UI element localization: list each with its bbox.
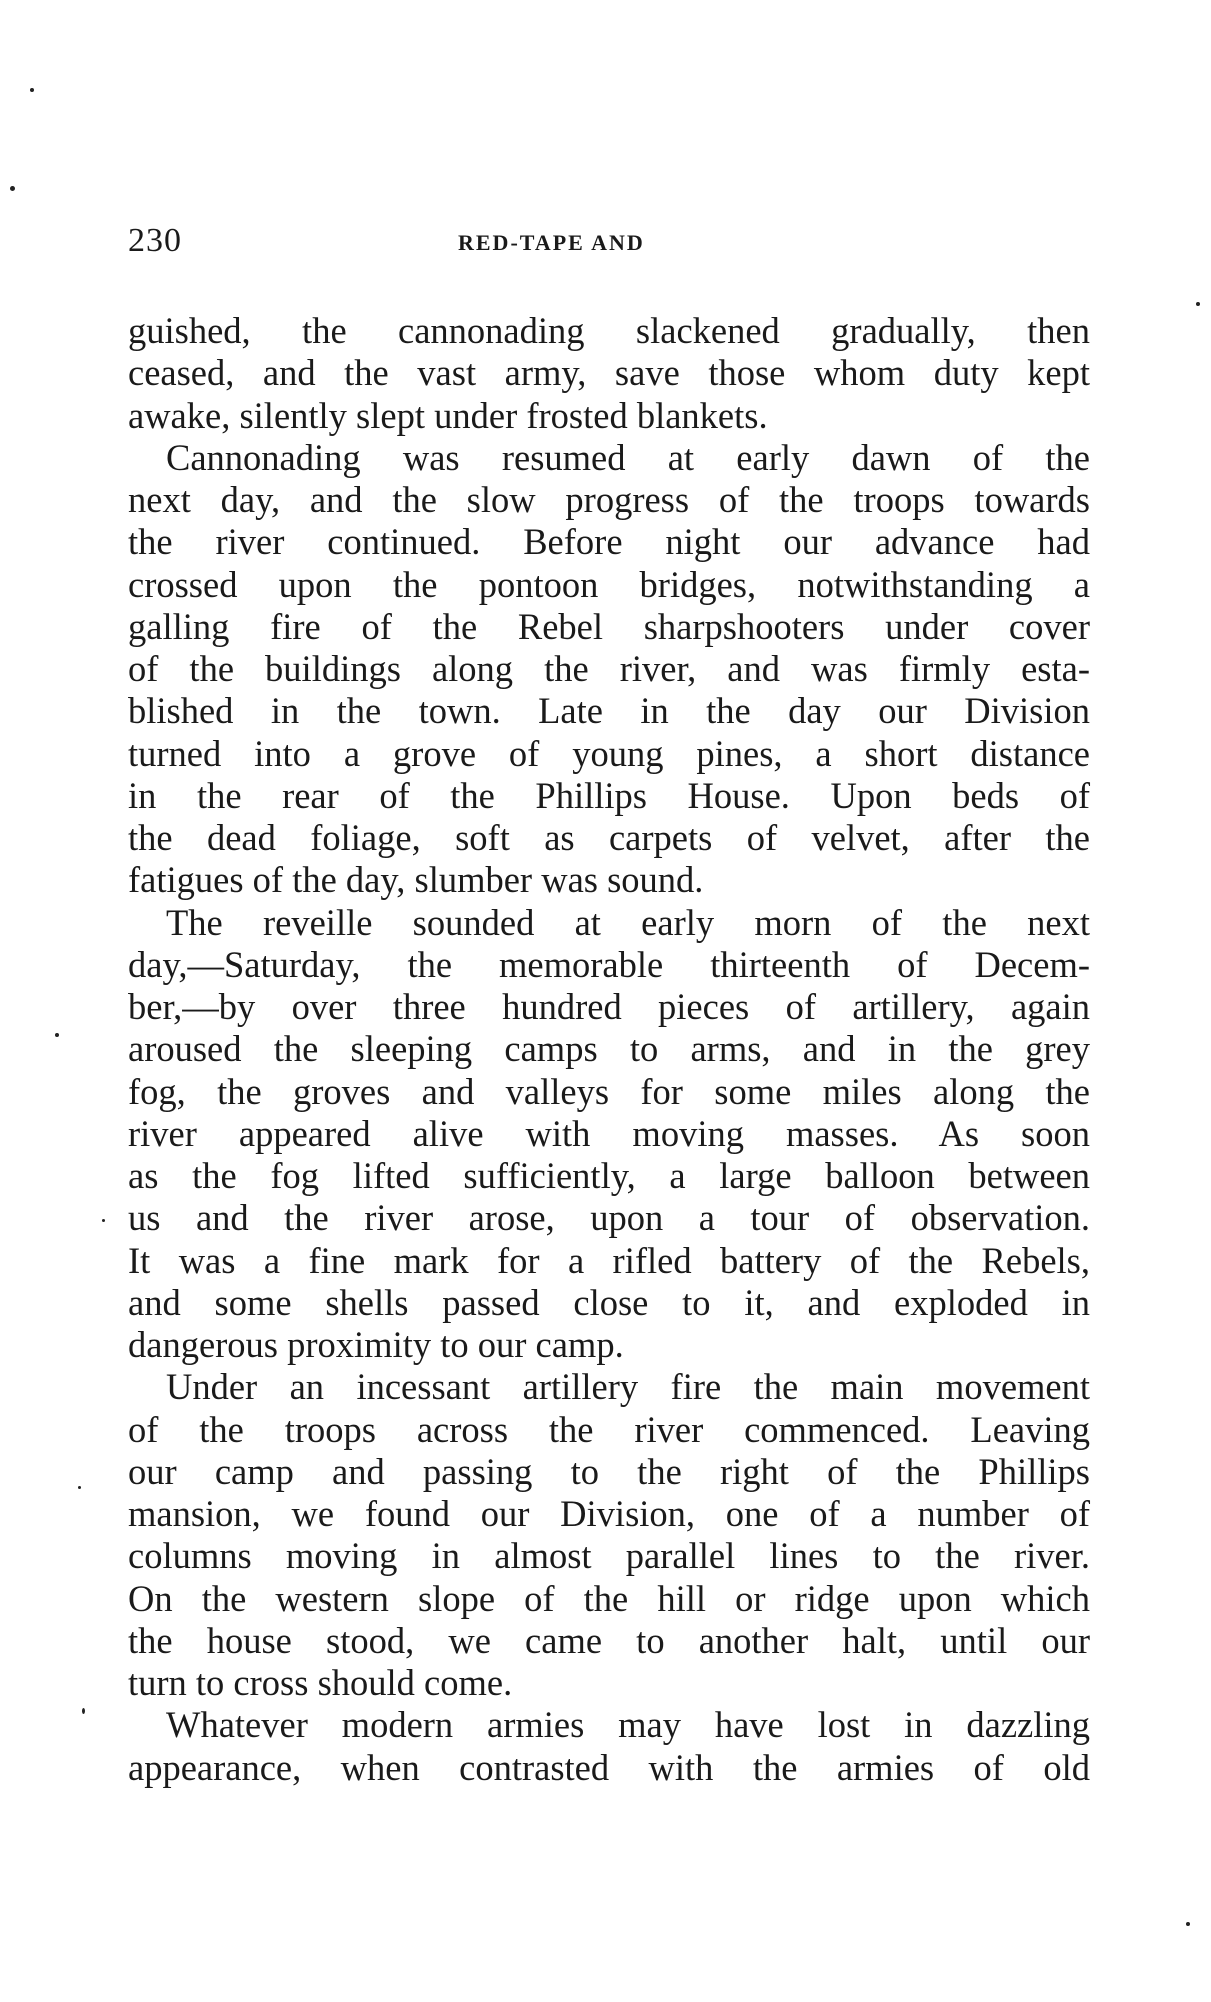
text-line: fatigues of the day, slumber was sound. xyxy=(128,859,704,901)
text-line: as the fog lifted sufficiently, a large balloon between xyxy=(128,1155,1090,1196)
scan-speck xyxy=(78,1486,81,1489)
text-line: awake, silently slept under frosted blankets. xyxy=(128,394,768,436)
running-title: RED-TAPE AND xyxy=(458,230,645,255)
text-line: dangerous proximity to our camp. xyxy=(128,1324,624,1365)
text-line: the house stood, we came to another halt, until our xyxy=(128,1619,1090,1661)
text-line: guished, the cannonading slackened gradually, then xyxy=(128,310,1090,351)
paragraph-2 xyxy=(128,437,1090,902)
paragraph-5 xyxy=(128,1704,1090,1789)
text-line: Cannonading was resumed at early dawn of the xyxy=(166,436,1090,478)
running-head xyxy=(128,222,1088,266)
text-line: ceased, and the vast army, save those whom duty kept xyxy=(128,352,1090,394)
scan-speck xyxy=(1186,1922,1190,1926)
text-line: Whatever modern armies may have lost in dazzling xyxy=(166,1704,1090,1746)
text-line: the dead foliage, soft as carpets of velvet, after the xyxy=(128,817,1090,858)
text-line: crossed upon the pontoon bridges, notwithstanding a xyxy=(128,563,1090,605)
text-line: aroused the sleeping camps to arms, and in the grey xyxy=(128,1028,1090,1070)
text-line: and some shells passed close to it, and exploded in xyxy=(128,1281,1090,1323)
scan-speck xyxy=(102,1219,105,1222)
text-line: the river continued. Before night our advance had xyxy=(128,521,1090,563)
paragraph-1 xyxy=(128,310,1090,437)
text-line: of the troops across the river commenced. Leaving xyxy=(128,1408,1090,1450)
page-number: 230 xyxy=(128,222,182,259)
paragraph-4 xyxy=(128,1366,1090,1704)
text-line: our camp and passing to the right of the Phillips xyxy=(128,1450,1090,1492)
scan-speck xyxy=(30,88,34,92)
scan-speck xyxy=(1196,302,1200,306)
scan-speck xyxy=(55,1033,59,1037)
text-line: The reveille sounded at early morn of the next xyxy=(166,901,1090,943)
text-line: blished in the town. Late in the day our Division xyxy=(128,690,1090,732)
body-text xyxy=(128,310,1090,1789)
text-line: columns moving in almost parallel lines to the river. xyxy=(128,1535,1090,1577)
paragraph-3 xyxy=(128,902,1090,1367)
scan-speck xyxy=(82,1708,85,1714)
text-line: ber,—by over three hundred pieces of artillery, again xyxy=(128,986,1090,1027)
text-line: fog, the groves and valleys for some miles along the xyxy=(128,1070,1090,1112)
text-line: river appeared alive with moving masses. As soon xyxy=(128,1112,1090,1154)
text-line: in the rear of the Phillips House. Upon beds of xyxy=(128,774,1090,816)
text-line: galling fire of the Rebel sharpshooters under cover xyxy=(128,605,1090,647)
text-line: appearance, when contrasted with the armies of old xyxy=(128,1746,1090,1788)
text-line: It was a fine mark for a rifled battery of the Rebels, xyxy=(128,1239,1090,1281)
text-line: mansion, we found our Division, one of a number of xyxy=(128,1493,1090,1534)
text-line: Under an incessant artillery fire the main movement xyxy=(166,1366,1090,1408)
text-line: of the buildings along the river, and was firmly esta- xyxy=(128,648,1090,689)
text-line: us and the river arose, upon a tour of observation. xyxy=(128,1197,1090,1239)
text-line: day,—Saturday, the memorable thirteenth of Decem- xyxy=(128,943,1090,985)
scan-speck xyxy=(10,186,15,191)
text-line: turn to cross should come. xyxy=(128,1662,513,1703)
text-line: next day, and the slow progress of the troops towards xyxy=(128,479,1090,520)
text-line: On the western slope of the hill or ridge upon which xyxy=(128,1577,1090,1619)
text-line: turned into a grove of young pines, a short distance xyxy=(128,732,1090,774)
